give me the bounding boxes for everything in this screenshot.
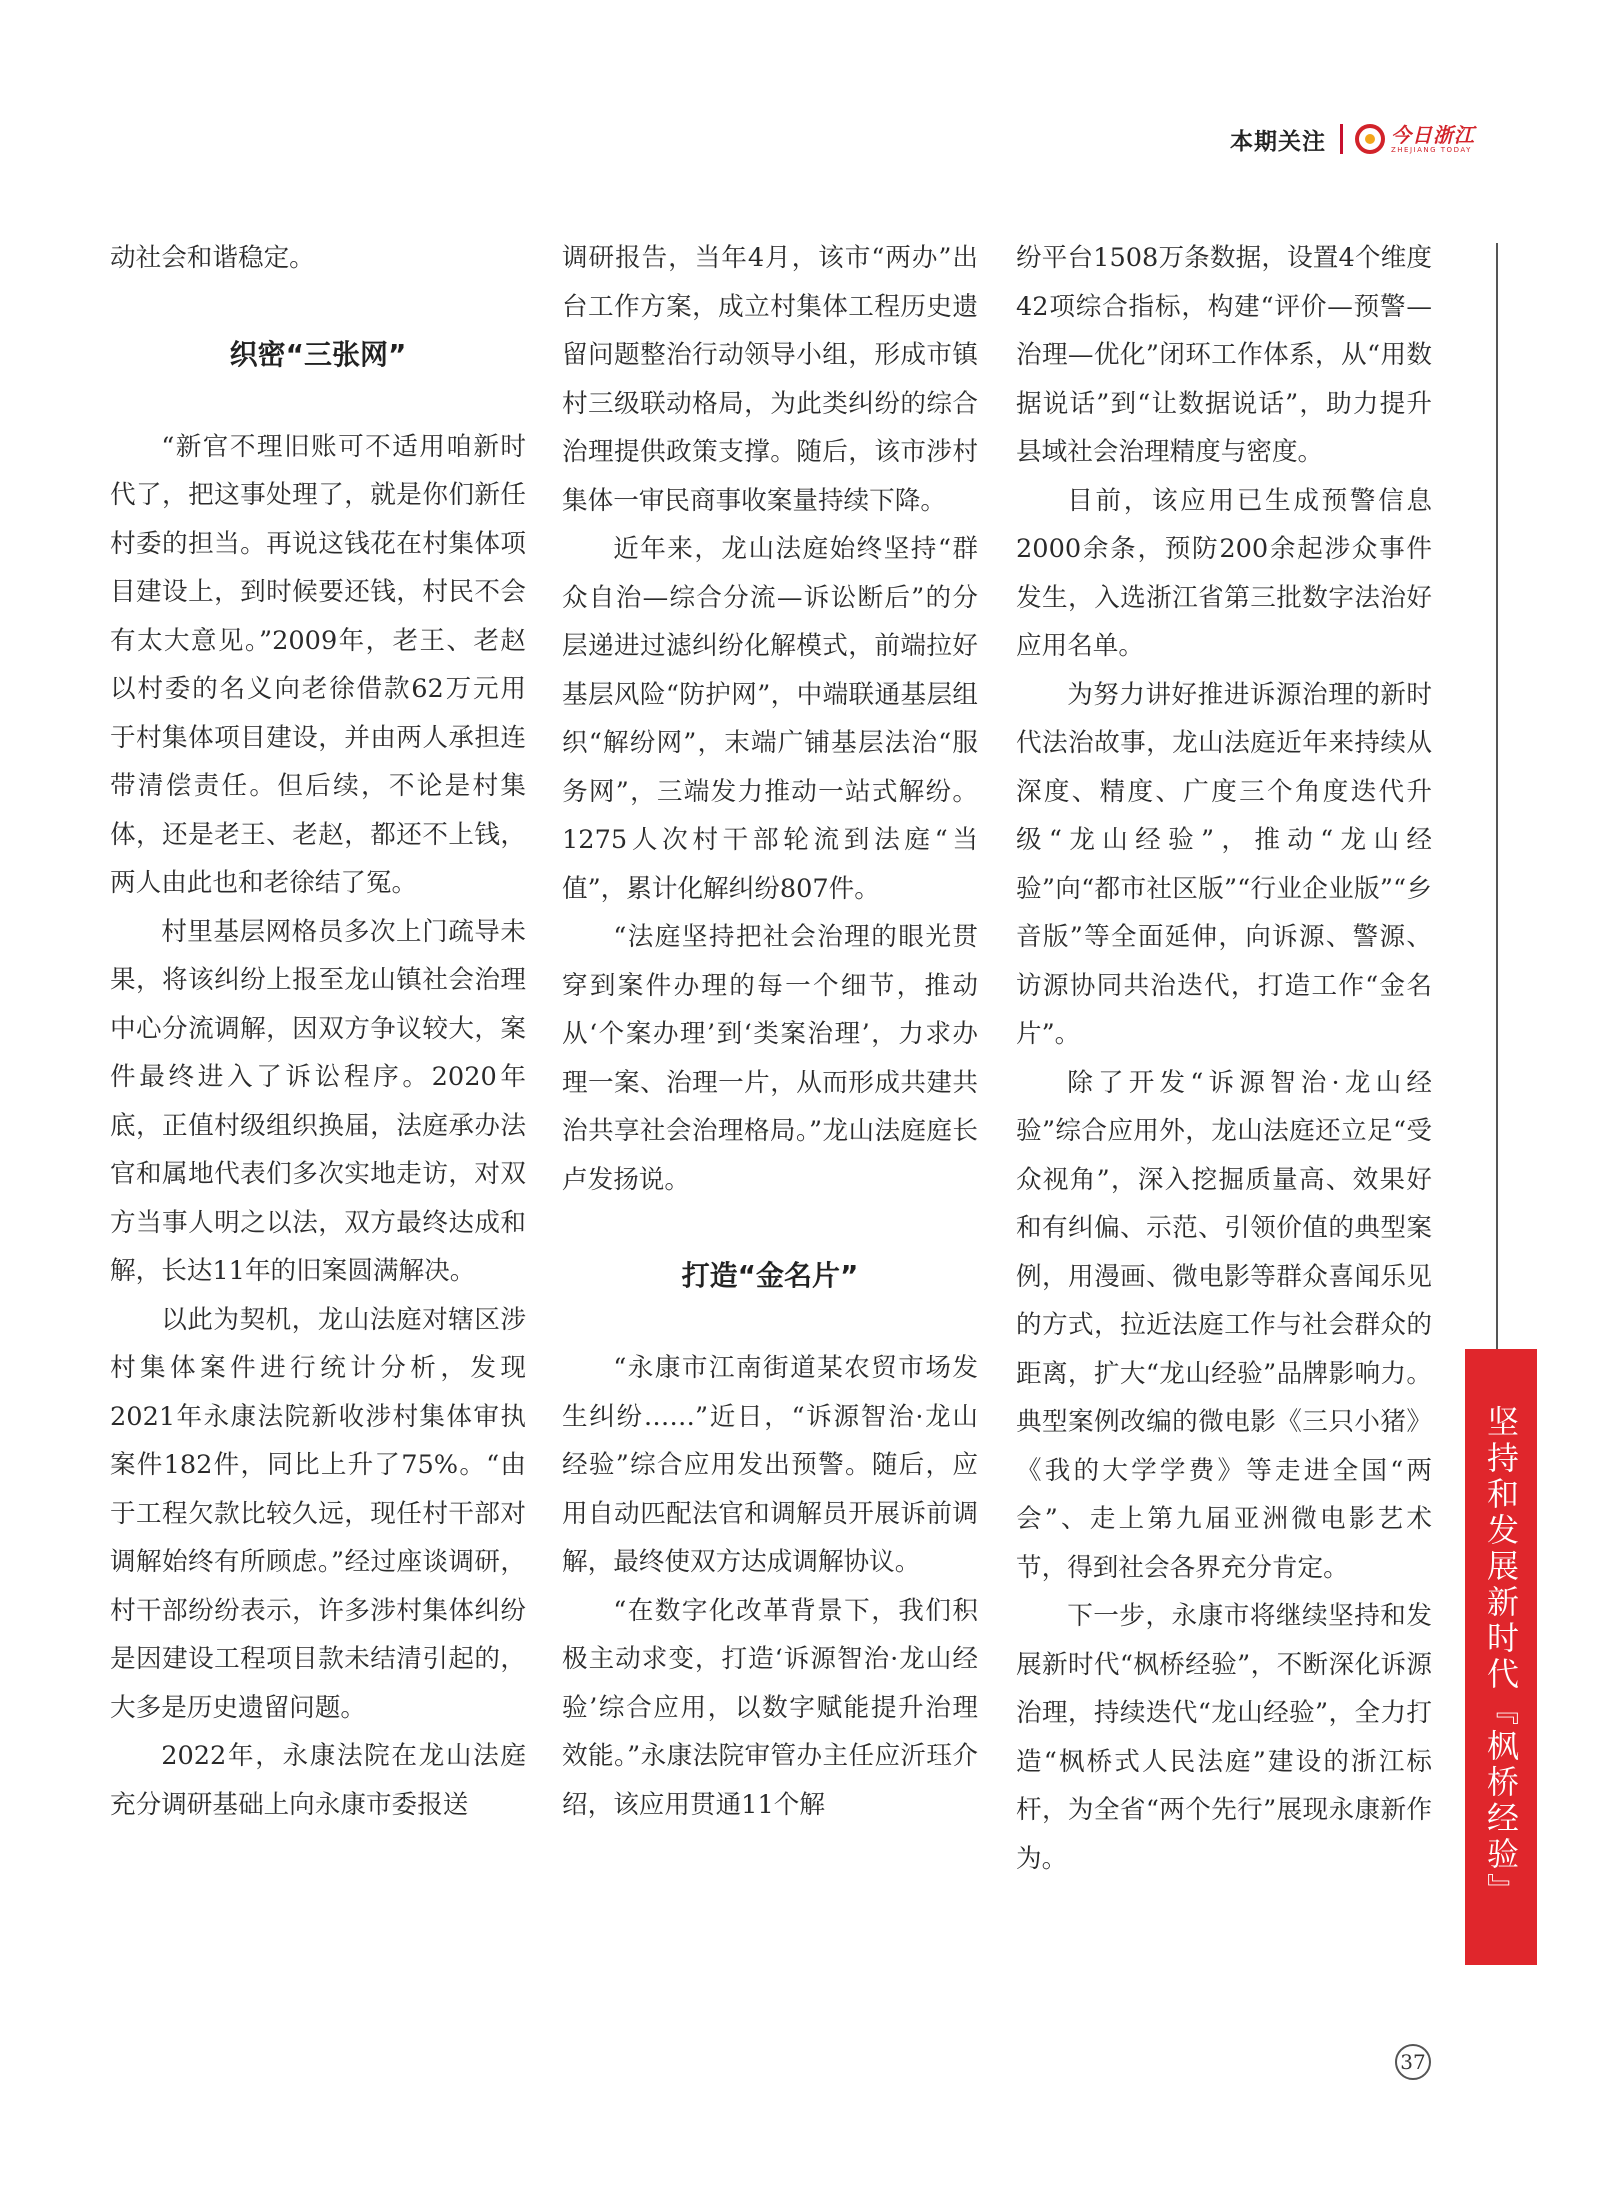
paragraph: 以此为契机，龙山法庭对辖区涉村集体案件进行统计分析，发现2021年永康法院新收涉村集体审执案件182件，同比上升了75%。“由于工程欠款比较久远，现任村干部对调解始终有所顾虑。”经过座谈调研，村干部纷纷表示，许多涉村集体纠纷是因建设工程项目款未结清引起的，大多是历史遗留问题。 bbox=[110, 1304, 526, 1723]
paragraph: “新官不理旧账可不适用咱新时代了，把这事处理了，就是你们新任村委的担当。再说这钱花在村集体项目建设上，到时候要还钱，村民不会有太大意见。”2009年，老王、老赵以村委的名义向老徐借款62万元用于村集体项目建设，并由两人承担连带清偿责任。但后续，不论是村集体，还是老王、老赵，都还不上钱，两人由此也和老徐结了冤。 bbox=[110, 431, 526, 898]
header-divider bbox=[1340, 124, 1343, 154]
magazine-logo bbox=[1355, 124, 1475, 154]
logo-subtext: ZHEJIANG TODAY bbox=[1391, 145, 1472, 154]
text-column-3 bbox=[1016, 234, 1432, 1883]
side-rule bbox=[1496, 243, 1498, 1349]
paragraph: 2022年，永康法院在龙山法庭充分调研基础上向永康市委报送 bbox=[110, 1741, 526, 1820]
sidebar-title-bar bbox=[1465, 1349, 1537, 1965]
text-column-1 bbox=[110, 234, 526, 1829]
paragraph: “法庭坚持把社会治理的眼光贯穿到案件办理的每一个细节，推动从‘个案办理’到‘类案治理’，力求办理一案、治理一片，从而形成共建共治共享社会治理格局。”龙山法庭庭长卢发扬说。 bbox=[562, 922, 978, 1195]
section-heading: 打造“金名片” bbox=[681, 1259, 859, 1292]
page-header bbox=[1230, 118, 1475, 160]
section-heading: 织密“三张网” bbox=[229, 337, 407, 371]
paragraph: 目前，该应用已生成预警信息2000余条，预防200余起涉众事件发生，入选浙江省第三批数字法治好应用名单。 bbox=[1016, 485, 1432, 661]
section-label: 本期关注 bbox=[1230, 128, 1326, 155]
sidebar-title: 坚持和发展新时代『枫桥经验』 bbox=[1482, 1405, 1520, 1909]
paragraph: 村里基层网格员多次上门疏导未果，将该纠纷上报至龙山镇社会治理中心分流调解，因双方争议较大，案件最终进入了诉讼程序。2020年底，正值村级组织换届，法庭承办法官和属地代表们多次实地走访，对双方当事人明之以法，双方最终达成和解，长达11年的旧案圆满解决。 bbox=[110, 916, 526, 1286]
paragraph: 动社会和谐稳定。 bbox=[110, 243, 315, 273]
logo-mark-icon bbox=[1355, 124, 1385, 154]
page-number: 37 bbox=[1395, 2044, 1431, 2080]
paragraph: “在数字化改革背景下，我们积极主动求变，打造‘诉源智治·龙山经验’综合应用，以数字赋能提升治理效能。”永康法院审管办主任应沂珏介绍，该应用贯通11个解 bbox=[562, 1595, 978, 1820]
paragraph: 除了开发“诉源智治·龙山经验”综合应用外，龙山法庭还立足“受众视角”，深入挖掘质量高、效果好和有纠偏、示范、引领价值的典型案例，用漫画、微电影等群众喜闻乐见的方式，拉近法庭工作与社会群众的距离，扩大“龙山经验”品牌影响力。典型案例改编的微电影《三只小猪》《我的大学学费》等走进全国“两会”、走上第九届亚洲微电影艺术节，得到社会各界充分肯定。 bbox=[1016, 1067, 1432, 1583]
paragraph: 近年来，龙山法庭始终坚持“群众自治—综合分流—诉讼断后”的分层递进过滤纠纷化解模式，前端拉好基层风险“防护网”，中端联通基层组织“解纷网”，末端广铺基层法治“服务网”，三端发力推动一站式解纷。1275人次村干部轮流到法庭“当值”，累计化解纠纷807件。 bbox=[562, 534, 978, 904]
paragraph: “永康市江南街道某农贸市场发生纠纷……”近日，“诉源智治·龙山经验”综合应用发出预警。随后，应用自动匹配法官和调解员开展诉前调解，最终使双方达成调解协议。 bbox=[562, 1353, 978, 1577]
paragraph: 为努力讲好推进诉源治理的新时代法治故事，龙山法庭近年来持续从深度、精度、广度三个角度迭代升级“龙山经验”，推动“龙山经验”向“都市社区版”“行业企业版”“乡音版”等全面延伸，向诉源、警源、访源协同共治迭代，打造工作“金名片”。 bbox=[1016, 679, 1432, 1049]
text-column-2 bbox=[562, 234, 978, 1829]
paragraph: 纷平台1508万条数据，设置4个维度42项综合指标，构建“评价—预警—治理—优化”闭环工作体系，从“用数据说话”到“让数据说话”，助力提升县域社会治理精度与密度。 bbox=[1016, 243, 1432, 467]
logo-text: 今日浙江 bbox=[1391, 122, 1475, 147]
paragraph: 调研报告，当年4月，该市“两办”出台工作方案，成立村集体工程历史遗留问题整治行动领导小组，形成市镇村三级联动格局，为此类纠纷的综合治理提供政策支撑。随后，该市涉村集体一审民商事收案量持续下降。 bbox=[562, 243, 978, 516]
paragraph: 下一步，永康市将继续坚持和发展新时代“枫桥经验”，不断深化诉源治理，持续迭代“龙山经验”，全力打造“枫桥式人民法庭”建设的浙江标杆，为全省“两个先行”展现永康新作为。 bbox=[1016, 1601, 1432, 1874]
